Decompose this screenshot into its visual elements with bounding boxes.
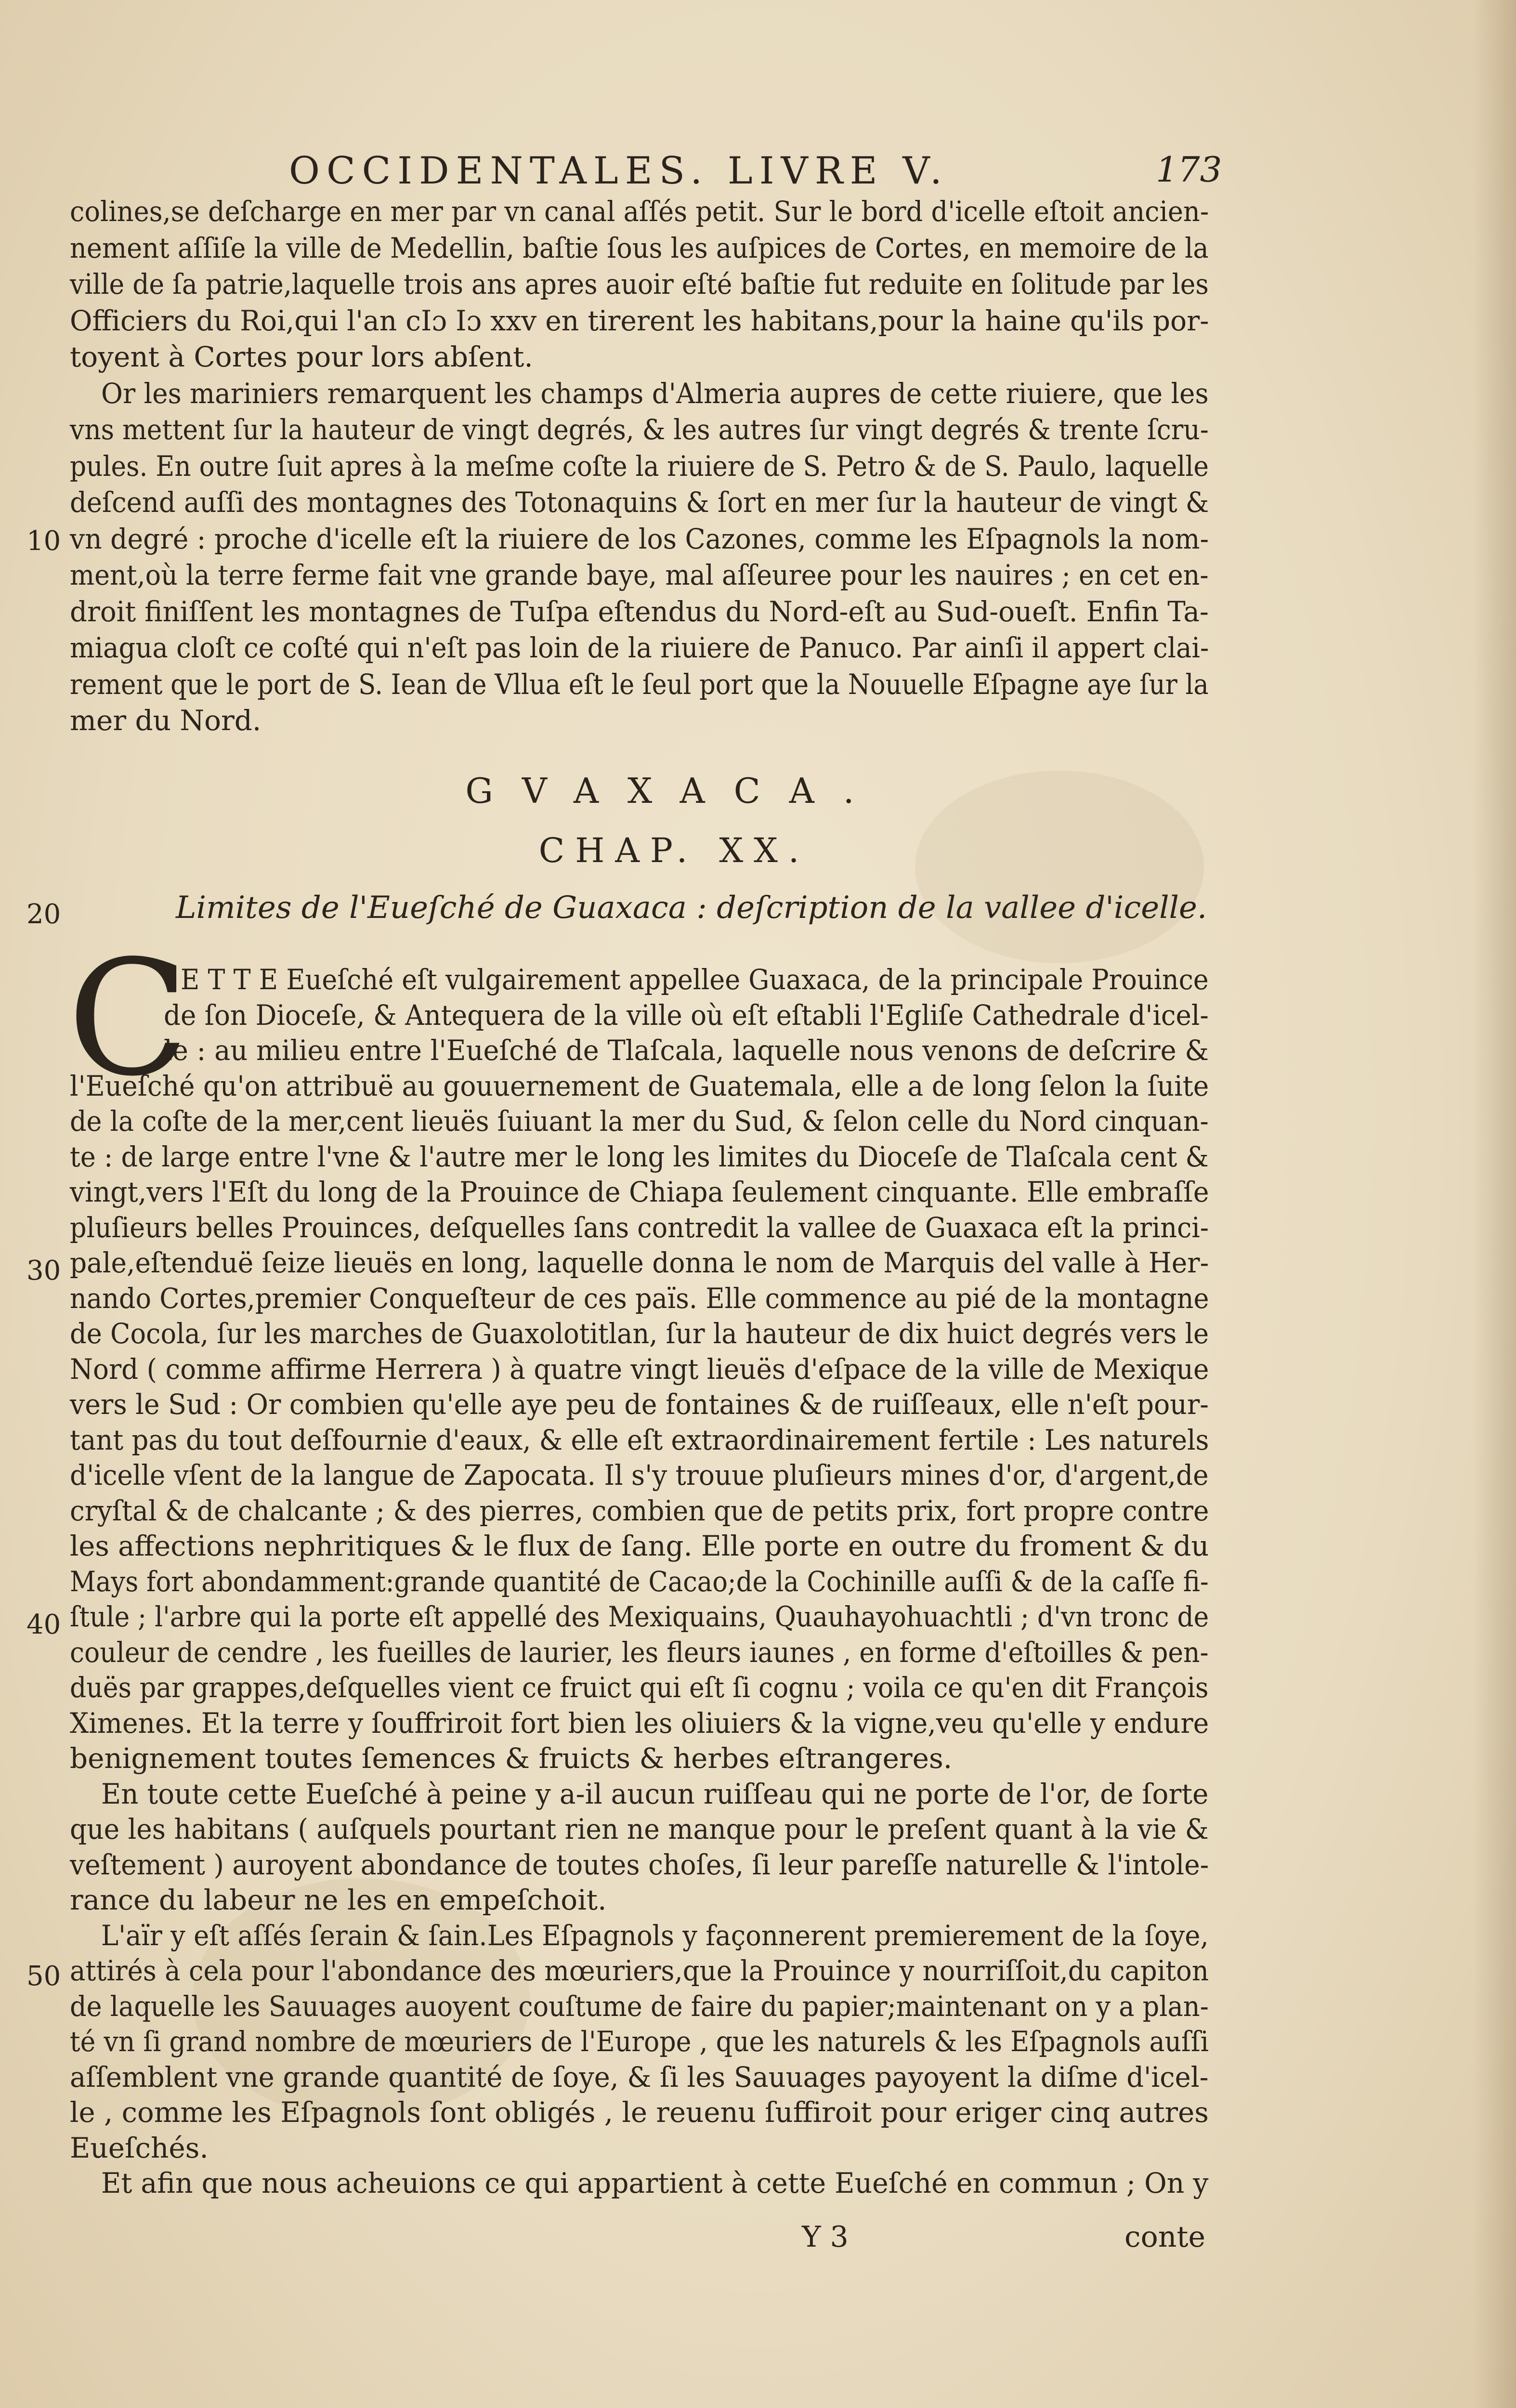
line-number: 30 — [26, 1255, 61, 1286]
text-line: droit finiſſent les montagnes de Tuſpa eſtendus du Nord-eſt au Sud-oueſt. Enfin Ta- — [70, 595, 1209, 628]
text-line: ment,où la terre ferme fait vne grande baye, mal aſſeuree pour les nauires ; en cet en- — [70, 559, 1209, 591]
text-line: deſcend auſſi des montagnes des Totonaquins & ſort en mer ſur la hauteur de vingt & — [70, 486, 1209, 519]
text-line: Et afin que nous acheuions ce qui appartient à cette Eueſché en commun ; On y — [101, 2167, 1209, 2199]
text-line: vers le Sud : Or combien qu'elle aye peu de fontaines & de ruiſſeaux, elle n'eſt pour- — [70, 1388, 1209, 1421]
text-line: veſtement ) auroyent abondance de toutes choſes, ſi leur pareſſe naturelle & l'intole- — [70, 1848, 1209, 1881]
text-line: aſſemblent vne grande quantité de ſoye, & ſi les Sauuages payoyent la diſme d'icel- — [70, 2060, 1209, 2094]
text-line: de ſon Dioceſe, & Antequera de la ville où eſt eſtabli l'Egliſe Cathedrale d'icel- — [164, 998, 1209, 1032]
text-line: te : de large entre l'vne & l'autre mer le long les limites du Dioceſe de Tlaſcala cent & — [70, 1140, 1209, 1173]
text-line: Eueſchés. — [70, 2131, 209, 2164]
text-line: pale,eſtenduë ſeize lieuës en long, laquelle donna le nom de Marquis del valle à Her- — [70, 1246, 1209, 1279]
text-line: ville de ſa patrie,laquelle trois ans apres auoir eſté baſtie fut reduite en ſolitude par les — [70, 268, 1209, 301]
text-line: Ximenes. Et la terre y ſouffriroit fort bien les oliuiers & la vigne,veu qu'elle y endure — [70, 1706, 1209, 1740]
text-line: d'icelle vſent de la langue de Zapocata. Il s'y trouue pluſieurs mines d'or, d'argent,de — [70, 1459, 1209, 1492]
running-title: OCCIDENTALES. LIVRE V. — [289, 149, 949, 193]
text-line: couleur de cendre , les fueilles de laurier, les fleurs iaunes , en forme d'eſtoilles & pen- — [70, 1636, 1209, 1669]
section-title: GVAXACA. — [465, 771, 883, 811]
text-line: nando Cortes,premier Conqueſteur de ces païs. Elle commence au pié de la montagne — [70, 1282, 1209, 1315]
page-number: 173 — [1156, 149, 1222, 190]
text-line: l'Eueſché qu'on attribuë au gouuernement de Guatemala, elle a de long ſelon la ſuite — [70, 1069, 1209, 1102]
text-line: le : au milieu entre l'Eueſché de Tlaſcala, laquelle nous venons de deſcrire & — [164, 1034, 1209, 1067]
text-line: tant pas du tout deſfournie d'eaux, & elle eſt extraordinairement fertile : Les naturels — [70, 1423, 1209, 1456]
text-line: vn degré : proche d'icelle eſt la riuiere de los Cazones, comme les Eſpagnols la nom- — [70, 522, 1209, 555]
signature-mark: Y 3 — [802, 2220, 849, 2254]
chapter-subtitle: Limites de l'Eueſché de Guaxaca : deſcription de la vallee d'icelle. — [176, 890, 1207, 926]
text-line: té vn ſi grand nombre de mœuriers de l'Europe , que les naturels & les Eſpagnols auſſi — [70, 2025, 1209, 2058]
text-line: duës par grappes,deſquelles vient ce fruict qui eſt ſi cognu ; voila ce qu'en dit François — [70, 1671, 1209, 1704]
text-line: miagua cloſt ce coſté qui n'eſt pas loin de la riuiere de Panuco. Par ainſi il appert clai- — [70, 631, 1209, 664]
text-line: rement que le port de S. Iean de Vllua eſt le ſeul port que la Nouuelle Eſpagne aye ſur la — [70, 667, 1209, 701]
text-line: attirés à cela pour l'abondance des mœuriers,que la Prouince y nourriſſoit,du capiton — [70, 1954, 1209, 1987]
text-line: nement aſſiſe la ville de Medellin, baſtie ſous les auſpices de Cortes, en memoire de la — [70, 231, 1209, 264]
text-line: rance du labeur ne les en empeſchoit. — [70, 1884, 607, 1916]
text-line: cryſtal & de chalcante ; & des pierres, combien que de petits prix, fort propre contre — [70, 1494, 1209, 1527]
text-line: de Cocola, ſur les marches de Guaxolotitlan, ſur la hauteur de dix huict degrés vers le — [70, 1317, 1209, 1350]
drop-cap: C — [67, 926, 189, 1111]
text-line: ſtule ; l'arbre qui la porte eſt appellé des Mexiquains, Quauhayohuachtli ; d'vn tronc de — [70, 1600, 1209, 1633]
line-number: 50 — [26, 1961, 61, 1992]
line-number: 10 — [26, 525, 61, 557]
text-line: que les habitans ( auſquels pourtant rien ne manque pour le preſent quant à la vie & — [70, 1813, 1209, 1845]
text-line: de laquelle les Sauuages auoyent couſtume de faire du papier;maintenant on y a plan- — [70, 1989, 1209, 2023]
line-number: 40 — [26, 1609, 61, 1640]
text-line: mer du Nord. — [70, 704, 261, 737]
text-line: Nord ( comme affirme Herrera ) à quatre vingt lieuës d'eſpace de la ville de Mexique — [70, 1352, 1209, 1386]
catchword: conte — [1124, 2220, 1205, 2254]
page-edge-shadow — [1473, 0, 1516, 2408]
text-line: les affections nephritiques & le flux de ſang. Elle porte en outre du froment & du — [70, 1530, 1209, 1562]
text-line: E T T E Eueſché eſt vulgairement appellee Guaxaca, de la principale Prouince — [181, 963, 1209, 996]
text-line: Mays fort abondamment:grande quantité de Cacao;de la Cochinille auſſi & de la caſſe fi- — [70, 1565, 1209, 1598]
text-line: colines,se deſcharge en mer par vn canal aſſés petit. Sur le bord d'icelle eſtoit ancien- — [70, 195, 1209, 228]
text-line: Officiers du Roi,qui l'an cIɔ Iɔ xxv en tirerent les habitans,pour la haine qu'ils por- — [70, 304, 1209, 337]
chapter-heading: CHAP. XX. — [538, 831, 810, 870]
text-line: pluſieurs belles Prouinces, deſquelles ſans contredit la vallee de Guaxaca eſt la princi- — [70, 1211, 1209, 1244]
text-line: le , comme les Eſpagnols ſont obligés , le reuenu ſuffiroit pour eriger cinq autres — [70, 2096, 1209, 2129]
text-line: Or les mariniers remarquent les champs d'Almeria aupres de cette riuiere, que les — [101, 377, 1209, 410]
text-line: pules. En outre ſuit apres à la meſme coſte la riuiere de S. Petro & de S. Paulo, laquelle — [70, 449, 1209, 483]
text-line: En toute cette Eueſché à peine y a-il aucun ruiſſeau qui ne porte de l'or, de ſorte — [101, 1777, 1209, 1810]
text-line: vns mettent ſur la hauteur de vingt degrés, & les autres ſur vingt degrés & trente ſcru- — [70, 413, 1209, 446]
text-line: de la coſte de la mer,cent lieuës ſuiuant la mer du Sud, & ſelon celle du Nord cinquan- — [70, 1105, 1209, 1138]
text-line: vingt,vers l'Eſt du long de la Prouince de Chiapa ſeulement cinquante. Elle embraſſe — [70, 1176, 1209, 1208]
text-line: L'aïr y eſt aſſés ſerain & ſain.Les Eſpagnols y façonnerent premierement de la ſoye, — [101, 1919, 1209, 1952]
text-line: benignement toutes ſemences & fruicts & herbes eſtrangeres. — [70, 1742, 953, 1775]
line-number: 20 — [26, 899, 61, 930]
text-line: toyent à Cortes pour lors abſent. — [70, 340, 533, 373]
